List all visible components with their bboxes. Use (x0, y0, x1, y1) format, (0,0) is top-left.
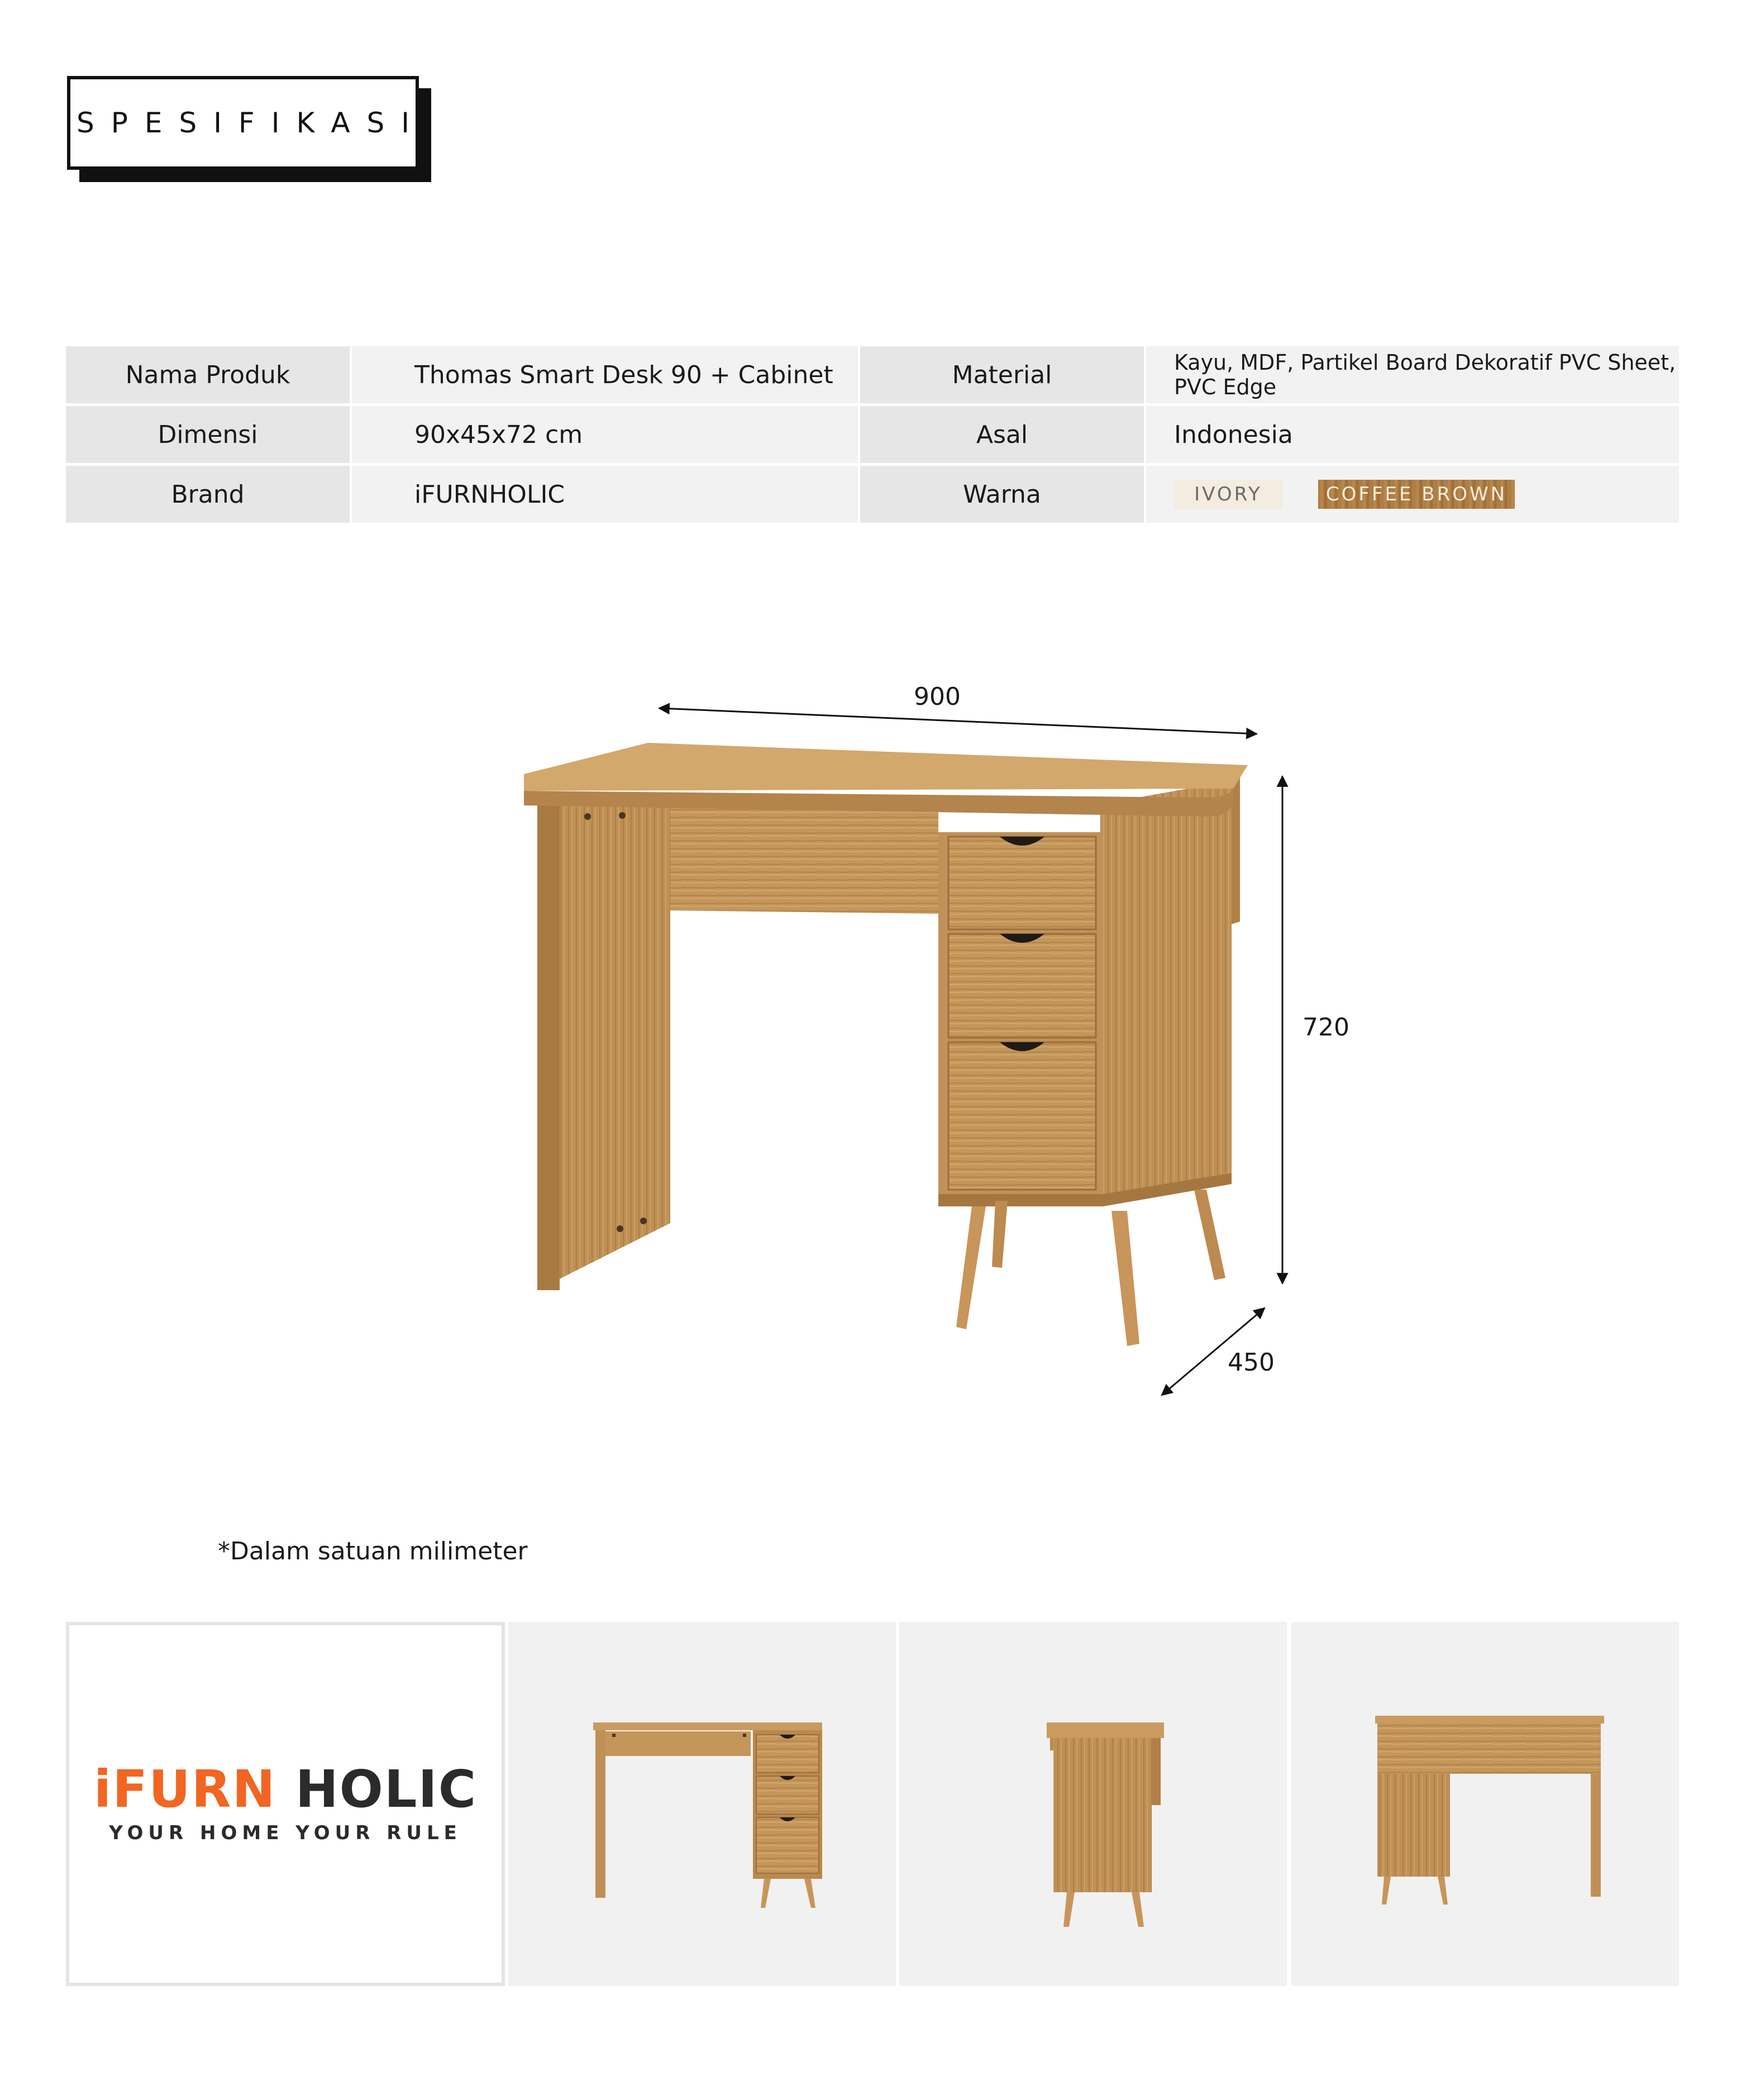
drawer-top (948, 837, 1096, 929)
spec-value-dimensi: 90x45x72 cm (352, 406, 858, 463)
spec-label-dimensi: Dimensi (66, 406, 350, 463)
spec-label-asal: Asal (860, 406, 1144, 463)
spec-value-nama-produk: Thomas Smart Desk 90 + Cabinet (352, 346, 858, 403)
spec-value-brand: iFURNHOLIC (352, 466, 858, 523)
width-arrow (659, 708, 1257, 734)
spec-row (66, 406, 1679, 463)
color-swatch-ivory: IVORY (1174, 480, 1282, 509)
page-title: SPESIFIKASI (76, 107, 427, 139)
logo-part-ifurn: iFURN (93, 1759, 276, 1819)
desk-front-view (508, 1622, 896, 1986)
gallery-image-front[interactable] (508, 1622, 896, 1986)
spec-header (67, 76, 427, 170)
spec-label-material: Material (860, 346, 1144, 403)
desk-back-view (1291, 1622, 1679, 1986)
spec-row (66, 346, 1679, 403)
brand-logo (93, 1759, 478, 1819)
dimension-width: 900 (914, 682, 961, 711)
brand-logo-tile (66, 1622, 505, 1986)
dimension-diagram (480, 659, 1396, 1413)
desk-illustration (480, 659, 1396, 1413)
spec-value-warna (1146, 466, 1679, 523)
spec-value-asal: Indonesia (1146, 406, 1679, 463)
gallery-image-back[interactable] (1291, 1622, 1679, 1986)
product-gallery (66, 1622, 1679, 1986)
spec-label-warna: Warna (860, 466, 1144, 523)
spec-table (66, 346, 1679, 524)
unit-footnote: *Dalam satuan milimeter (218, 1537, 528, 1566)
spec-row (66, 466, 1679, 523)
spec-label-brand: Brand (66, 466, 350, 523)
color-swatch-coffee-brown: COFFEE BROWN (1318, 480, 1515, 509)
gallery-image-side[interactable] (899, 1622, 1287, 1986)
dimension-height: 720 (1303, 1013, 1349, 1042)
drawer-middle (948, 934, 1096, 1038)
drawer-bottom (948, 1042, 1096, 1190)
spec-label-nama-produk: Nama Produk (66, 346, 350, 403)
logo-part-holic: HOLIC (295, 1759, 478, 1819)
brand-tagline: YOUR HOME YOUR RULE (109, 1822, 462, 1844)
dimension-depth: 450 (1228, 1348, 1275, 1377)
spec-value-material: Kayu, MDF, Partikel Board Dekoratif PVC Sheet, PVC Edge (1146, 346, 1679, 403)
desk-side-view (899, 1622, 1287, 1986)
header-box (67, 76, 427, 170)
